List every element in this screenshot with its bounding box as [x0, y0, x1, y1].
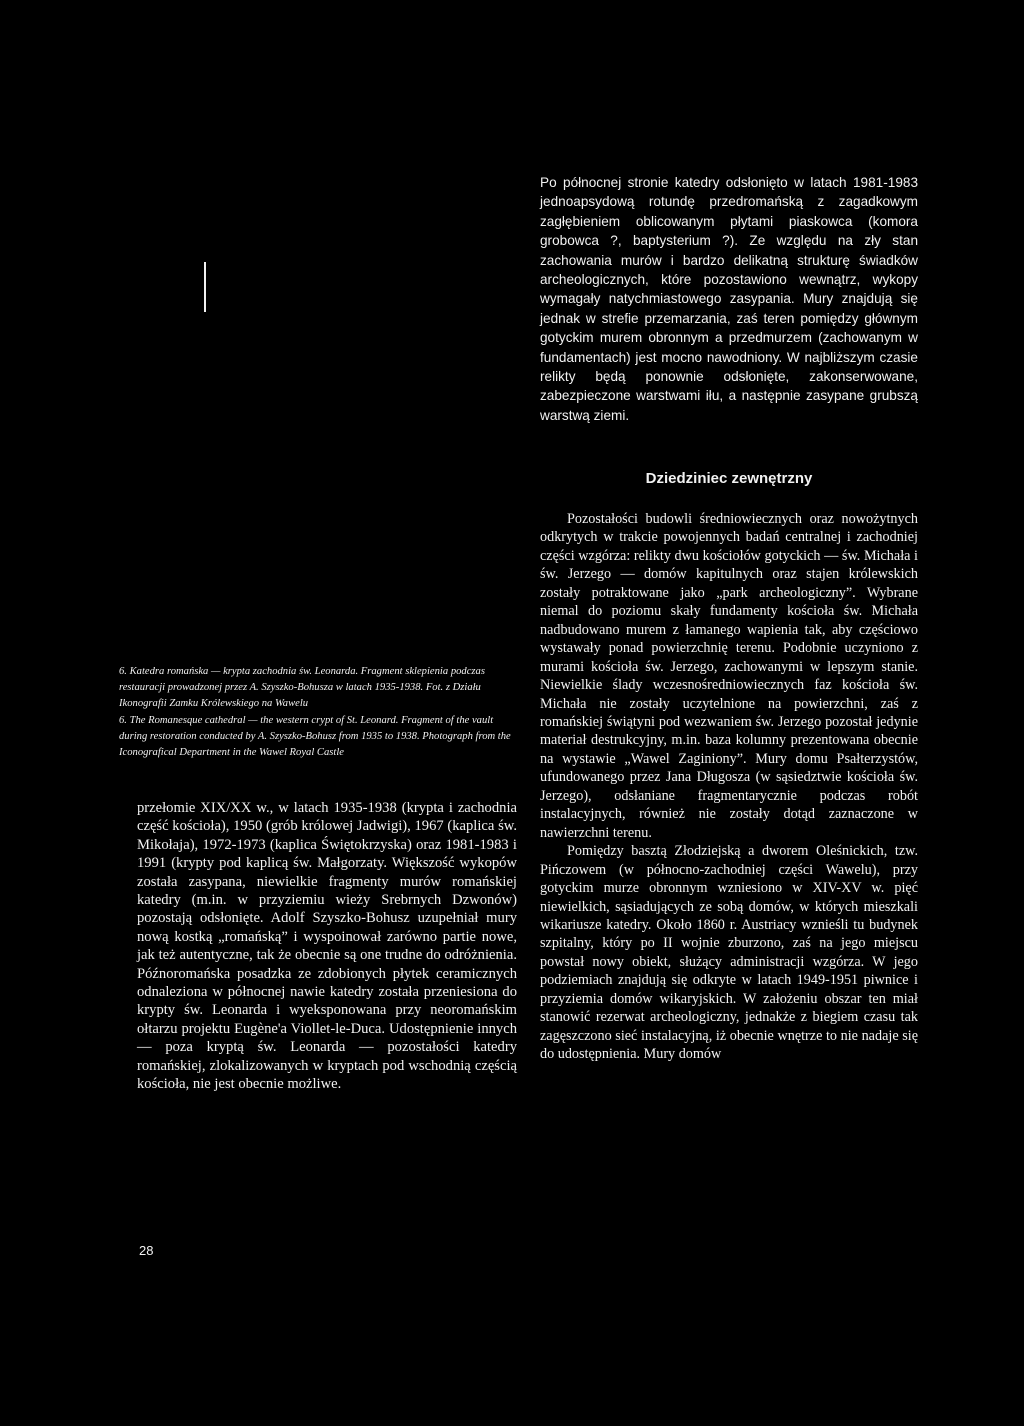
figure-caption — [119, 664, 517, 761]
section-heading: Dziedziniec zewnętrzny — [645, 470, 813, 487]
left-paragraph: przełomie XIX/XX w., w latach 1935-1938 (krypta i zachodnia część kościoła), 1950 (grób królowej Jadwigi), 1967 (kaplica św. Mikołaja), 1972-1973 (kaplica Świętokrzyska) oraz 1981-1983 i 1991 (krypty pod kaplicą św. Małgorzaty. Większość wykopów została zasypana, niewielkie fragmenty murów romańskiej katedry (m.in. w przyziemiu wieży Srebrnych Dzwonów) pozostają odsłonięte. Adolf Szyszko-Bohusz uzupełniał mury nową kostką „romańską” i wyspoinował zarówno partie nowe, jak też autentyczne, tak że obecnie są one trudne do odróżnienia. Późnoromańska posadzka ze zdobionych płytek ceramicznych odnaleziona w północnej nawie katedry została przeniesiona do krypty św. Leonarda i wyeksponowana przy neoromańskim ołtarzu projektu Eugène'a Viollet-le-Duca. Udostępnienie innych — poza kryptą św. Leonarda — pozostałości katedry romańskiej, zlokalizowanych w kryptach pod wschodnią częścią kościoła, nie jest obecnie możliwe. — [137, 800, 517, 1093]
caption-english: 6. The Romanesque cathedral — the western crypt of St. Leonard. Fragment of the vault during restoration conducted by A. Szyszko-Bohusz from 1935 to 1938. Photograph from the Iconografical Department in the Wawel Royal Castle — [119, 714, 511, 759]
right-paragraph-2: Pomiędzy basztą Złodziejską a dworem Oleśnickich, tzw. Pińczowem (w północno-zachodniej części Wawelu), przy gotyckim murze obronnym wzniesiono w XIV-XV w. pięć niewielkich, sąsiadujących ze sobą domów, w których mieszkali wikariusze katedry. Około 1860 r. Austriacy wznieśli tu budynek szpitalny, który po II wojnie zburzono, zaś na jego miejscu powstał nowy obiekt, służący administracji wzgórza. W jego podziemiach znajdują się odkryte w latach 1949-1951 piwnice i przyziemia domów wikaryjskich. W założeniu obszar ten miał stanowić rezerwat archeologiczny, jednakże z biegiem czasu tak zagęszczono sieć instalacyjną, iż obecnie wnętrze to nie nadaje się do udostępnienia. Mury domów — [540, 843, 918, 1063]
margin-marker-line — [204, 262, 206, 312]
page-number: 28 — [139, 1243, 154, 1258]
top-paragraph: Po północnej stronie katedry odsłonięto w latach 1981-1983 jednoapsydową rotundę przedromańską z zagadkowym zagłębieniem oblicowanym płytami piaskowca (komora grobowca ?, baptysterium ?). Ze względu na zły stan zachowania murów i bardzo delikatną strukturę świadków archeologicznych, które pozostawiono wewnątrz, wykopy wymagały natychmiastowego zasypania. Mury znajdują się jednak w strefie przemarzania, zaś teren pomiędzy głównym gotyckim murem obronnym a przedmurzem (zachowanym w fundamentach) jest mocno nawodniony. W najbliższym czasie relikty będą ponownie odsłonięte, zakonserwowane, zabezpieczone warstwami iłu, a następnie zasypane grubszą warstwą ziemi. — [540, 175, 918, 423]
right-column — [540, 510, 918, 1064]
caption-polish: 6. Katedra romańska — krypta zachodnia św. Leonarda. Fragment sklepienia podczas restauracji prowadzonej przez A. Szyszko-Bohusza w latach 1935-1938. Fot. z Działu Ikonografii Zamku Królewskiego na Wawelu — [119, 666, 485, 710]
right-paragraph-1: Pozostałości budowli średniowiecznych oraz nowożytnych odkrytych w trakcie powojennych badań centralnej i zachodniej części wzgórza: relikty dwu kościołów gotyckich — św. Michała i św. Jerzego — domów kapitulnych oraz stajen królewskich zostały potraktowane jako „park archeologiczny”. Wybrane niemal do poziomu skały fundamenty kościoła św. Michała nadbudowano murem z łamanego wapienia tak, aby częściowo wystawały ponad powierzchnię terenu. Podobnie uczyniono z murami kościoła św. Jerzego, zachowanymi w lepszym stanie. Niewielkie ślady wczesnośredniowiecznych faz kościoła św. Michała nie zostały uczytelnione na powierzchni, zaś z romańskiej świątyni pod wezwaniem św. Jerzego pozostał jedynie materiał destrukcyjny, m.in. baza kolumny prezentowana obecnie na wystawie „Wawel Zaginiony”. Mury domu Psałterzystów, ufundowanego przez Jana Długosza (w sąsiedztwie kościoła św. Jerzego), odsłaniane fragmentarycznie podczas robót instalacyjnych, również nie zostały dotąd zaznaczone w nawierzchni terenu. — [540, 511, 918, 841]
